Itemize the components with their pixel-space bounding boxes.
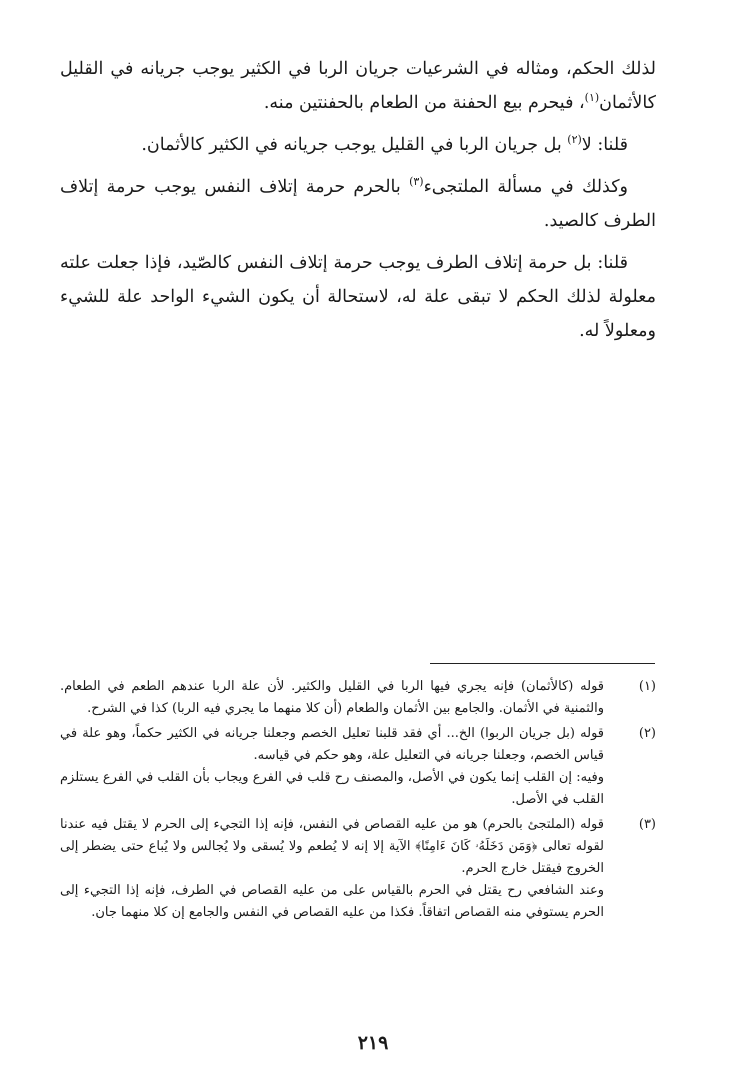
paragraph-text: لذلك الحكم، ومثاله في الشرعيات جريان الربا في الكثير يوجب جريانه في القليل كالأثمان [60,59,656,113]
footnotes [60,676,656,927]
paragraph-text: بالحرم حرمة إتلاف النفس يوجب حرمة إتلاف الطرف كالصيد. [60,177,656,231]
footnote-ref-2[interactable]: (٢) [567,133,582,147]
footnote-body [60,814,604,924]
footnote-2 [60,723,656,811]
footnote-number: (٣) [638,817,656,832]
paragraph-text: بل جريان الربا في القليل يوجب جريانه في الكثير كالأثمان. [141,135,568,155]
footnote-text: قوله (الملتجئ بالحرم) هو من عليه القصاص في النفس، فإنه إذا التجيء إلى الحرم لا يقتل فيه عندنا لقوله تعالى ﴿وَمَن دَخَلَهُۥ كَانَ ءَامِنًا﴾ الآية إلا إنه لا يُطعم ولا يُسقى ولا يُجالس ولا يُباع حتى يضطر إلى الخروج فيقتل خارج الحرم. [60,817,604,876]
footnote-text: قوله (بل جريان الربوا) الخ... أي فقد قلبنا تعليل الخصم وجعلنا جريانه في الكثير حكماً، وهو علة في قياس الخصم، وجعلنا جريانه في التعليل علة، وهو حكم في قياسه. [60,726,604,763]
footnote-ref-3[interactable]: (٣) [409,175,424,189]
footnote-text: وعند الشافعي رح يقتل في الحرم بالقياس على من عليه القصاص في الطرف، فإنه إذا التجيء إلى الحرم يستوفي منه القصاص اتفاقاً. فكذا من عليه القصاص في النفس والجامع إن كلا منهما جان. [60,883,604,920]
footnote-text: وفيه: إن القلب إنما يكون في الأصل، والمصنف رح قلب في الفرع ويجاب بأن القلب في الفرع يستلزم القلب في الأصل. [60,770,604,807]
footnote-number: (١) [638,679,656,694]
footnote-number: (٢) [638,726,656,741]
main-paragraph-3 [60,170,656,238]
paragraph-text: ، فيحرم بيع الحفنة من الطعام بالحفنتين منه. [263,93,585,113]
paragraph-text: وكذلك في مسألة الملتجىء [423,177,629,197]
footnote-body [60,676,604,720]
footnote-1 [60,676,656,720]
footnote-body [60,723,604,811]
main-text [60,52,656,356]
main-paragraph-2 [60,128,656,162]
footnote-separator [430,663,655,664]
footnote-ref-1[interactable]: (١) [584,91,600,105]
main-paragraph-1 [60,52,656,120]
footnote-text: قوله (كالأثمان) فإنه يجري فيها الربا في القليل والكثير. لأن علة الربا عندهم الطعم في الطعام. والثمنية في الأثمان. والجامع بين الأثمان والطعام (أن كلا منهما ما يجري فيه الربا) كذا في الشرح. [60,679,604,716]
main-paragraph-4: قلنا: بل حرمة إتلاف الطرف يوجب حرمة إتلاف النفس كالصّيد، فإذا جعلت علته معلولة لذلك الحكم لا تبقى علة له، لاستحالة أن يكون الشيء الواحد علة للشيء ومعلولاً له. [60,253,656,341]
page-number: ٢١٩ [357,1032,389,1054]
paragraph-text: قلنا: لا [581,135,628,155]
footnote-3 [60,814,656,924]
